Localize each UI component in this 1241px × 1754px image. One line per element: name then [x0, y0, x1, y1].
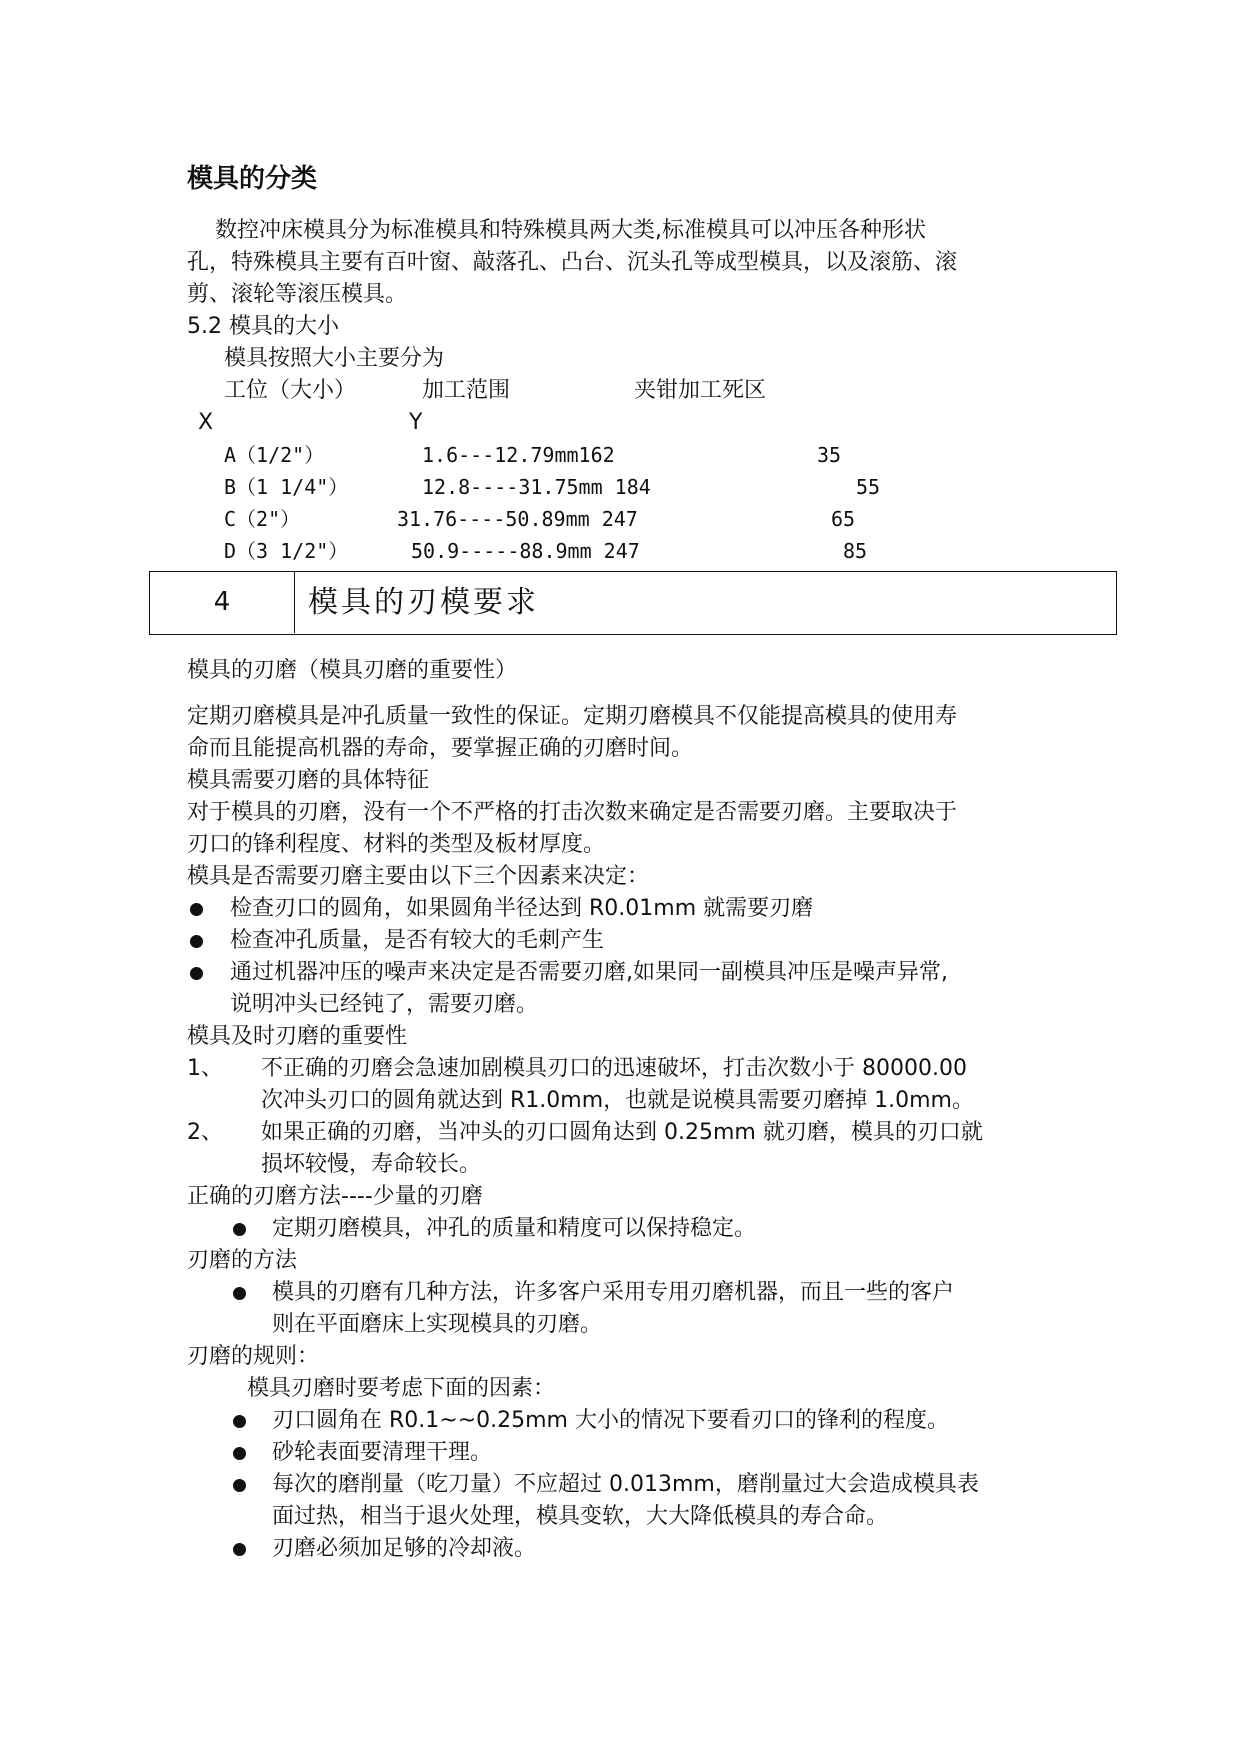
factors-intro: 模具是否需要刃磨主要由以下三个因素来决定：: [187, 864, 650, 889]
rules-intro: 模具刃磨时要考虑下面的因素：: [247, 1376, 556, 1401]
page-title: 模具的分类: [187, 164, 318, 194]
features-para-line: 刃口的锋利程度、材料的类型及板材厚度。: [187, 832, 606, 857]
section-number: 4: [150, 572, 295, 633]
timely-item-line: 损坏较慢，寿命较长。: [261, 1152, 482, 1177]
table-cell-range: 1.6---12.79mm162: [422, 443, 615, 467]
timely-item-line: 不正确的刃磨会急速加剧模具刃口的迅速破坏，打击次数小于 80000.00: [261, 1056, 967, 1081]
bullet-icon: [233, 1543, 246, 1556]
method-item: 模具的刃磨有几种方法，许多客户采用专用刃磨机器，而且一些的客户: [272, 1280, 955, 1305]
table-cell-y: 85: [843, 539, 868, 563]
table-cell-y: 35: [817, 443, 842, 467]
timely-item-line: 如果正确的刃磨，当冲头的刃口圆角达到 0.25mm 就刃磨，模具的刃口就: [261, 1120, 983, 1145]
table-cell-y: 55: [856, 475, 881, 499]
rules-item: 刃口圆角在 R0.1~~0.25mm 大小的情况下要看刃口的锋利的程度。: [272, 1408, 949, 1433]
section-title: 模具的刃模要求: [308, 585, 539, 620]
table-cell-station: C（2"）: [224, 507, 301, 531]
table-cell-station: D（3 1/2"）: [224, 539, 349, 563]
correct-item: 定期刃磨模具，冲孔的质量和精度可以保持稳定。: [272, 1216, 757, 1241]
rules-item-cont: 面过热，相当于退火处理，模具变软，大大降低模具的寿合命。: [272, 1504, 889, 1529]
bullet-icon: [233, 1447, 246, 1460]
correct-heading: 正确的刃磨方法----少量的刃磨: [187, 1184, 483, 1209]
timely-item-num: 1、: [187, 1056, 223, 1081]
grind-para-line: 命而且能提高机器的寿命，要掌握正确的刃磨时间。: [187, 736, 694, 761]
factor-item: 通过机器冲压的噪声来决定是否需要刃磨,如果同一副模具冲压是噪声异常,: [230, 960, 948, 985]
table-subheader-y: Y: [409, 410, 423, 435]
table-cell-station: B（1 1/4"）: [224, 475, 349, 499]
size-intro: 模具按照大小主要分为: [224, 346, 445, 371]
factor-item: 检查冲孔质量，是否有较大的毛刺产生: [230, 928, 605, 953]
section-header-box: [149, 571, 1117, 635]
bullet-icon: [190, 903, 203, 916]
factor-item: 检查刃口的圆角，如果圆角半径达到 R0.01mm 就需要刃磨: [230, 896, 814, 921]
table-cell-range: 31.76----50.89mm 247: [397, 507, 638, 531]
table-header-station: 工位（大小）: [224, 378, 357, 403]
features-heading: 模具需要刃磨的具体特征: [187, 768, 430, 793]
table-subheader-x: X: [198, 410, 214, 435]
table-cell-range: 50.9-----88.9mm 247: [411, 539, 640, 563]
intro-line: 剪、滚轮等滚压模具。: [187, 282, 408, 307]
timely-heading: 模具及时刃磨的重要性: [187, 1024, 408, 1049]
grind-heading: 模具的刃磨（模具刃磨的重要性）: [187, 658, 518, 683]
bullet-icon: [233, 1287, 246, 1300]
table-header-range: 加工范围: [422, 378, 511, 403]
rules-item: 刃磨必须加足够的冷却液。: [272, 1536, 537, 1561]
intro-line: 数控冲床模具分为标准模具和特殊模具两大类,标准模具可以冲压各种形状: [187, 218, 926, 243]
method-heading: 刃磨的方法: [187, 1248, 298, 1273]
timely-item-line: 次冲头刃口的圆角就达到 R1.0mm，也就是说模具需要刃磨掉 1.0mm。: [261, 1088, 974, 1113]
rules-item: 每次的磨削量（吃刀量）不应超过 0.013mm，磨削量过大会造成模具表: [272, 1472, 979, 1497]
bullet-icon: [233, 1479, 246, 1492]
bullet-icon: [233, 1415, 246, 1428]
table-header-deadzone: 夹钳加工死区: [634, 378, 767, 403]
rules-item: 砂轮表面要清理干理。: [272, 1440, 493, 1465]
bullet-icon: [190, 935, 203, 948]
features-para-line: 对于模具的刃磨，没有一个不严格的打击次数来确定是否需要刃磨。主要取决于: [187, 800, 958, 825]
table-cell-range: 12.8----31.75mm 184: [422, 475, 651, 499]
bullet-icon: [233, 1223, 246, 1236]
table-cell-y: 65: [831, 507, 856, 531]
size-heading: 5.2 模具的大小: [187, 314, 339, 339]
timely-item-num: 2、: [187, 1120, 223, 1145]
factor-item-cont: 说明冲头已经钝了，需要刃磨。: [230, 992, 539, 1017]
intro-line: 孔，特殊模具主要有百叶窗、敲落孔、凸台、沉头孔等成型模具，以及滚筋、滚: [187, 250, 958, 275]
rules-heading: 刃磨的规则：: [187, 1344, 320, 1369]
bullet-icon: [190, 967, 203, 980]
table-cell-station: A（1/2"）: [224, 443, 325, 467]
grind-para-line: 定期刃磨模具是冲孔质量一致性的保证。定期刃磨模具不仅能提高模具的使用寿: [187, 704, 958, 729]
method-item-cont: 则在平面磨床上实现模具的刃磨。: [272, 1312, 603, 1337]
